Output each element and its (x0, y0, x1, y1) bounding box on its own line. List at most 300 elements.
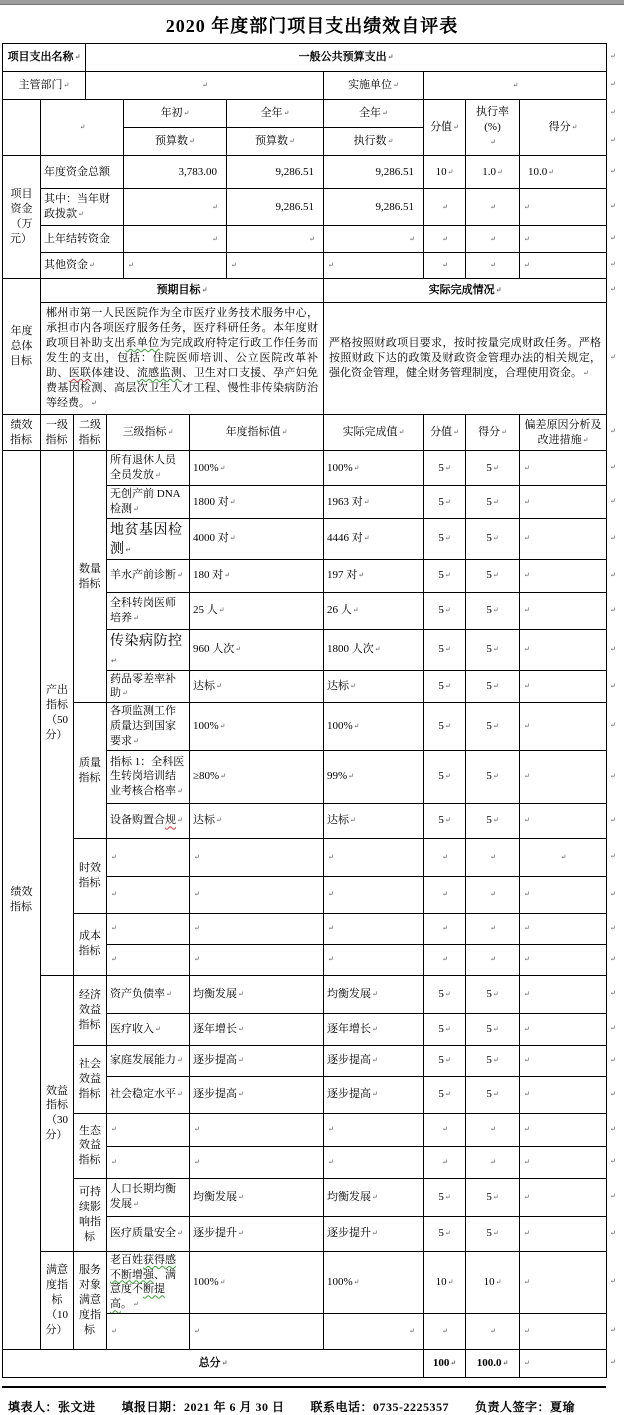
l3-text: 、满意度不 (110, 1268, 176, 1296)
score-cell: 5 ↵ (466, 592, 520, 629)
year-budget-cell (227, 226, 324, 253)
score-cell: 10 ↵ (466, 1251, 520, 1313)
deviation-cell (520, 913, 607, 944)
points-cell (424, 189, 466, 226)
group-service: 服务对象满意度指标 (74, 1251, 107, 1349)
points-cell: 5 ↵ (424, 1076, 466, 1113)
group-economic: 经济效益指标 (74, 975, 107, 1045)
score-cell: 5 ↵ (466, 559, 520, 592)
goal-text-spellcheck: 流感监测 (136, 367, 183, 379)
deviation-cell (520, 486, 607, 519)
target-cell: 100% ↵ (190, 1251, 324, 1313)
target-cell: 均衡发展 ↵ (190, 1178, 324, 1216)
goal-text-part: 为完成政府特定行政工作任务而发生的支出，包括：住院医师培训、公立医院改革补助、 (46, 337, 319, 379)
actual-cell (324, 1146, 424, 1178)
year-exec-cell: 9,286.51 (324, 156, 424, 189)
rate-cell: 1.0 ↵ (466, 156, 520, 189)
l3-text: 老百姓 (110, 1253, 143, 1266)
funding-row-label: 其中：当年财政拨款 ↵ (41, 189, 124, 226)
points-cell: 5 ↵ (424, 1216, 466, 1251)
score-cell: 10.0 ↵ (520, 156, 607, 189)
points-cell: 5 ↵ (424, 703, 466, 751)
funding-header-rate (466, 100, 520, 156)
deviation-cell (520, 559, 607, 592)
l3-cell: 所有退休人员全员发放 ↵ (107, 451, 190, 486)
score-cell: 5 ↵ (466, 750, 520, 803)
goal-text-spellcheck: 系单位 (125, 337, 160, 349)
paragraph-mark (610, 721, 616, 729)
begin-budget-cell (124, 226, 227, 253)
paragraph-mark (610, 108, 616, 116)
l3-cell (107, 876, 190, 913)
target-cell: 逐步提升 ↵ (190, 1216, 324, 1251)
deviation-cell (520, 1013, 607, 1045)
dept-value (86, 72, 324, 100)
perf-row (3, 975, 607, 1013)
points-cell (424, 226, 466, 253)
target-cell (190, 876, 324, 913)
score-cell: 5 ↵ (466, 1076, 520, 1113)
points-cell: 5 ↵ (424, 1045, 466, 1076)
row-funding-total (3, 156, 607, 189)
funding-header-begin: 年初 ↵ (124, 100, 227, 128)
l3-cell: 全科转岗医师培养 ↵ (107, 592, 190, 629)
page-title: 2020 年度部门项目支出绩效自评表 (165, 16, 459, 36)
actual-cell (324, 1314, 424, 1350)
deviation-cell (520, 451, 607, 486)
score-cell: 5 ↵ (466, 1216, 520, 1251)
target-cell: 均衡发展 ↵ (190, 975, 324, 1013)
dept-label: 主管部门 ↵ (3, 72, 86, 100)
l3-cell (107, 803, 190, 838)
score-cell: 5 ↵ (466, 519, 520, 560)
score-cell (466, 838, 520, 876)
actual-cell: 逐步提高 ↵ (324, 1045, 424, 1076)
row-funding-other (3, 253, 607, 279)
target-cell (190, 1113, 324, 1146)
target-cell (190, 1146, 324, 1178)
deviation-cell (520, 519, 607, 560)
responsible-signature: 负责人签字：夏瑜 (475, 1400, 576, 1415)
paragraph-mark (610, 606, 616, 614)
actual-cell: 达标 ↵ (324, 803, 424, 838)
l3-cell: 无创产前 DNA 检测 ↵ (107, 486, 190, 519)
goal-text-part: 、卫生对口支援、孕产妇免费基因检测、高层次卫生人才工程、慢性非传染病防治等经费。 (46, 367, 319, 409)
perf-header-actual: 实际完成值 ↵ (324, 415, 424, 451)
score-cell: 5 ↵ (466, 803, 520, 838)
row-departments (3, 72, 607, 100)
points-cell (424, 876, 466, 913)
contact-phone: 联系电话：0735-2225357 (310, 1400, 450, 1415)
deviation-cell (520, 1076, 607, 1113)
paragraph-mark (610, 772, 616, 780)
score-cell: 5 ↵ (466, 703, 520, 751)
year-budget-cell: 9,286.51 (227, 189, 324, 226)
target-cell (190, 1314, 324, 1350)
points-cell: 5 ↵ (424, 670, 466, 703)
paragraph-mark (610, 1277, 616, 1285)
row-funding-carryover (3, 226, 607, 253)
row-funding-header-1 (3, 100, 607, 128)
paragraph-mark (610, 955, 616, 963)
actual-cell (324, 876, 424, 913)
perf-header-score: 得分 ↵ (466, 415, 520, 451)
actual-cell (324, 944, 424, 975)
funding-row-label: 其他资金 ↵ (41, 253, 124, 279)
group-output: 产出指标（50分） (41, 451, 74, 976)
report-date: 填报日期：2021 年 6 月 30 日 (121, 1400, 285, 1415)
actual-cell: 逐年增长 ↵ (324, 1013, 424, 1045)
l3-text-spellcheck: 规 (165, 814, 176, 827)
paragraph-mark (610, 52, 616, 60)
deviation-cell (520, 1314, 607, 1350)
l3-cell: 羊水产前诊断 ↵ (107, 559, 190, 592)
actual-cell: 1800 人次 ↵ (324, 629, 424, 670)
points-cell: 5 ↵ (424, 1013, 466, 1045)
group-satisfaction: 满意度指标（10分） (41, 1251, 74, 1349)
paragraph-mark (610, 924, 616, 932)
funding-row-label: 年度资金总额 (41, 156, 124, 189)
goals-section-label: 年度总体目标 (3, 279, 41, 415)
unit-value (424, 72, 607, 100)
paragraph-mark (610, 463, 616, 471)
paragraph-mark (610, 427, 616, 435)
deviation-cell (520, 670, 607, 703)
row-perf-header (3, 415, 607, 451)
deviation-cell (520, 838, 607, 876)
row-goals-body (3, 303, 607, 415)
deviation-cell (520, 1113, 607, 1146)
points-cell (424, 1314, 466, 1350)
table-bottom-rule (2, 1386, 606, 1388)
deviation-cell (520, 1045, 607, 1076)
rate-cell (466, 189, 520, 226)
target-cell: 180 对 ↵ (190, 559, 324, 592)
actual-cell (324, 838, 424, 876)
paragraph-mark (610, 260, 616, 268)
points-cell (424, 913, 466, 944)
funding-header-score: 得分 ↵ (520, 100, 607, 156)
paragraph-mark (610, 1358, 616, 1366)
preparer-name: 填表人：张文进 (8, 1400, 96, 1415)
perf-header-section: 绩效指标 (3, 415, 41, 451)
deviation-cell (520, 1146, 607, 1178)
group-timeliness: 时效指标 (74, 838, 107, 913)
actual-cell: 达标 ↵ (324, 670, 424, 703)
perf-row (3, 1251, 607, 1313)
points-cell (424, 944, 466, 975)
total-points-cell: 100 ↵ (424, 1350, 466, 1378)
year-exec-cell: 9,286.51 (324, 189, 424, 226)
score-cell: 5 ↵ (466, 1045, 520, 1076)
footer-line (8, 1398, 624, 1415)
l3-cell (107, 1113, 190, 1146)
group-quantity: 数量指标 (74, 451, 107, 703)
rate-line2: (%) (484, 121, 501, 134)
deviation-cell (520, 876, 607, 913)
funding-blank-label-cell (41, 100, 124, 156)
deviation-cell (520, 750, 607, 803)
score-cell (466, 913, 520, 944)
l3-cell: 社会稳定水平 ↵ (107, 1076, 190, 1113)
l3-cell (107, 1146, 190, 1178)
group-ecological: 生态效益指标 (74, 1113, 107, 1178)
score-cell: 5 ↵ (466, 975, 520, 1013)
target-cell: ≥80% ↵ (190, 750, 324, 803)
paragraph-mark (610, 852, 616, 860)
paragraph-mark (610, 571, 616, 579)
group-quality: 质量指标 (74, 703, 107, 839)
perf-side-label: 绩效指标 (3, 451, 41, 1350)
funding-row-label: 上年结转资金 (41, 226, 124, 253)
deviation-cell (520, 1251, 607, 1313)
row-funding-alloc (3, 189, 607, 226)
paragraph-mark (610, 136, 616, 144)
paragraph-mark (610, 234, 616, 242)
paragraph-mark (610, 1090, 616, 1098)
perf-row (3, 913, 607, 944)
l3-text: 。 (121, 1298, 132, 1311)
group-sustainable: 可持续影响指标 (74, 1178, 107, 1251)
paragraph-mark (610, 645, 616, 653)
target-cell: 100% ↵ (190, 451, 324, 486)
target-cell: 960 人次 ↵ (190, 629, 324, 670)
actual-cell: 逐步提高 ↵ (324, 1076, 424, 1113)
l3-cell (107, 944, 190, 975)
paragraph-mark (610, 80, 616, 88)
paragraph-mark (610, 1192, 616, 1200)
score-cell: 5 ↵ (466, 670, 520, 703)
points-cell: 10 ↵ (424, 1251, 466, 1313)
target-cell: 25 人 ↵ (190, 592, 324, 629)
actual-cell: 逐步提升 ↵ (324, 1216, 424, 1251)
perf-header-l3: 三级指标 ↵ (107, 415, 190, 451)
perf-row (3, 838, 607, 876)
actual-cell: 均衡发展 ↵ (324, 1178, 424, 1216)
l3-cell (107, 913, 190, 944)
group-cost: 成本指标 (74, 913, 107, 975)
l3-text: 设备购置合 (110, 814, 165, 827)
points-cell (424, 1146, 466, 1178)
points-cell: 5 ↵ (424, 1178, 466, 1216)
paragraph-mark (610, 1326, 616, 1334)
paragraph-mark (610, 890, 616, 898)
deviation-cell (520, 592, 607, 629)
points-cell (424, 1113, 466, 1146)
total-label: 总分 ↵ (3, 1350, 424, 1378)
target-cell: 100% ↵ (190, 703, 324, 751)
l3-cell: 地贫基因检测 ↵ (107, 519, 190, 560)
target-cell: 逐步提高 ↵ (190, 1045, 324, 1076)
funding-section-label: 项目资金（万元） (3, 156, 41, 279)
target-cell (190, 838, 324, 876)
row-total-score (3, 1350, 607, 1378)
funding-header-year: 全年 ↵ (227, 100, 324, 128)
perf-header-l2: 二级指标 (74, 415, 107, 451)
l3-cell: 资产负债率 ↵ (107, 975, 190, 1013)
actual-cell: 100% ↵ (324, 1251, 424, 1313)
target-cell (190, 913, 324, 944)
paragraph-mark (610, 285, 616, 293)
paragraph-mark (610, 1157, 616, 1165)
project-name-value: 一般公共预算支出 ↵ (86, 44, 607, 72)
l3-cell (107, 1251, 190, 1313)
score-cell: 5 ↵ (466, 1178, 520, 1216)
deviation-cell (520, 944, 607, 975)
l3-cell: 医疗收入 ↵ (107, 1013, 190, 1045)
year-budget-cell: 9,286.51 (227, 156, 324, 189)
rate-line1: 执行率 (476, 106, 509, 119)
row-goals-header (3, 279, 607, 303)
funding-header-year2: 全年 ↵ (324, 100, 424, 128)
actual-cell: 197 对 ↵ (324, 559, 424, 592)
target-cell: 逐年增长 ↵ (190, 1013, 324, 1045)
target-cell: 1800 对 ↵ (190, 486, 324, 519)
window-top-edge (0, 0, 624, 5)
perf-header-deviation: 偏差原因分析及改进措施 ↵ (520, 415, 607, 451)
l3-cell: 家庭发展能力 ↵ (107, 1045, 190, 1076)
perf-row (3, 1113, 607, 1146)
funding-header-points: 分值 ↵ (424, 100, 466, 156)
expected-goal-header: 预期目标 ↵ (41, 279, 324, 303)
score-cell (466, 1146, 520, 1178)
perf-header-points: 分值 ↵ (424, 415, 466, 451)
score-cell: 5 ↵ (466, 1013, 520, 1045)
perf-header-target: 年度指标值 ↵ (190, 415, 324, 451)
actual-cell: 26 人 ↵ (324, 592, 424, 629)
perf-row (3, 1045, 607, 1076)
points-cell: 5 ↵ (424, 451, 466, 486)
begin-budget-cell (124, 189, 227, 226)
l3-cell: 指标 1：全科医生转岗培训结业考核合格率 ↵ (107, 750, 190, 803)
deviation-cell (520, 803, 607, 838)
actual-cell: 99% ↵ (324, 750, 424, 803)
rate-cell (466, 253, 520, 279)
score-cell (466, 1113, 520, 1146)
paragraph-mark (610, 1229, 616, 1237)
paragraph-mark (610, 497, 616, 505)
target-cell: 达标 ↵ (190, 670, 324, 703)
points-cell: 5 ↵ (424, 803, 466, 838)
year-budget-cell (227, 253, 324, 279)
funding-header-budget: 预算数 ↵ (124, 128, 227, 156)
perf-row (3, 703, 607, 751)
expected-goal-text (41, 303, 324, 415)
unit-label: 实施单位 ↵ (324, 72, 424, 100)
paragraph-mark (610, 989, 616, 997)
self-eval-table (2, 43, 607, 1378)
paragraph-mark (610, 353, 616, 361)
points-cell: 5 ↵ (424, 592, 466, 629)
actual-completion-header: 实际完成情况 ↵ (324, 279, 607, 303)
l3-cell (107, 838, 190, 876)
total-score-cell: 100.0 ↵ (466, 1350, 520, 1378)
goal-text-part: 体建设、 (91, 367, 137, 379)
paragraph-mark (610, 202, 616, 210)
deviation-cell (520, 1216, 607, 1251)
year-exec-cell (324, 226, 424, 253)
l3-text-spellcheck: 断提高 (110, 1283, 165, 1311)
deviation-cell (520, 975, 607, 1013)
perf-header-l1: 一级指标 (41, 415, 74, 451)
deviation-cell (520, 703, 607, 751)
actual-completion-text: 严格按照财政项目要求，按时按量完成财政任务。严格按照财政下达的政策及财政资金管理办法的相关规定，强化资金管理，健全财务管理制度，合理使用资金。 ↵ (324, 303, 607, 415)
funding-header-budget2: 预算数 ↵ (227, 128, 324, 156)
target-cell: 逐步提高 ↵ (190, 1076, 324, 1113)
row-project-name (3, 44, 607, 72)
actual-cell (324, 1113, 424, 1146)
paragraph-mark (610, 1125, 616, 1133)
rate-cell (466, 226, 520, 253)
group-benefit: 效益指标（30分） (41, 975, 74, 1251)
deviation-cell (520, 629, 607, 670)
score-cell (466, 1314, 520, 1350)
actual-cell (324, 913, 424, 944)
score-cell: 5 ↵ (466, 451, 520, 486)
l3-cell: 各项监测工作质量达到国家要求 ↵ (107, 703, 190, 751)
project-name-label: 项目支出名称 ↵ (3, 44, 86, 72)
begin-budget-cell: 3,783.00 (124, 156, 227, 189)
points-cell: 5 ↵ (424, 486, 466, 519)
score-cell (466, 944, 520, 975)
deviation-cell (520, 1178, 607, 1216)
points-cell: 5 ↵ (424, 519, 466, 560)
points-cell: 5 ↵ (424, 559, 466, 592)
l3-cell: 人口长期均衡发展 ↵ (107, 1178, 190, 1216)
l3-cell: 药品零差率补助 ↵ (107, 670, 190, 703)
actual-cell: 均衡发展 ↵ (324, 975, 424, 1013)
total-deviation-cell (520, 1350, 607, 1378)
score-cell (520, 226, 607, 253)
perf-row (3, 451, 607, 486)
l3-cell (107, 1314, 190, 1350)
paragraph-mark (610, 1024, 616, 1032)
points-cell (424, 838, 466, 876)
points-cell: 5 ↵ (424, 750, 466, 803)
paragraph-mark (610, 1056, 616, 1064)
points-cell: 5 ↵ (424, 629, 466, 670)
group-social: 社会效益指标 (74, 1045, 107, 1113)
year-exec-cell (324, 253, 424, 279)
funding-header-exec: 执行数 ↵ (324, 128, 424, 156)
target-cell: 达标 ↵ (190, 803, 324, 838)
actual-cell: 100% ↵ (324, 451, 424, 486)
paragraph-mark (610, 534, 616, 542)
paragraph-mark (610, 816, 616, 824)
actual-cell: 100% ↵ (324, 703, 424, 751)
l3-cell: 传染病防控 ↵ (107, 629, 190, 670)
score-cell (520, 189, 607, 226)
begin-budget-cell (124, 253, 227, 279)
points-cell: 5 ↵ (424, 975, 466, 1013)
document-page (0, 12, 624, 1415)
paragraph-mark (610, 682, 616, 690)
score-cell: 5 ↵ (466, 486, 520, 519)
score-cell (466, 876, 520, 913)
target-cell (190, 944, 324, 975)
points-cell: 10 ↵ (424, 156, 466, 189)
actual-cell: 4446 对 ↵ (324, 519, 424, 560)
funding-corner-cell (3, 100, 41, 156)
target-cell: 4000 对 ↵ (190, 519, 324, 560)
score-cell: 5 ↵ (466, 629, 520, 670)
l3-text-spellcheck: 获得感不断增强 (110, 1253, 176, 1281)
perf-row (3, 1178, 607, 1216)
goal-text-part: 郴州市第一人民医院作为全市医疗业务技术服务中心，承担市内各项医疗服务任务，医疗科研任务。本年度财政项目补助支出 (46, 307, 318, 349)
score-cell (520, 253, 607, 279)
points-cell (424, 253, 466, 279)
actual-cell: 1963 对 ↵ (324, 486, 424, 519)
